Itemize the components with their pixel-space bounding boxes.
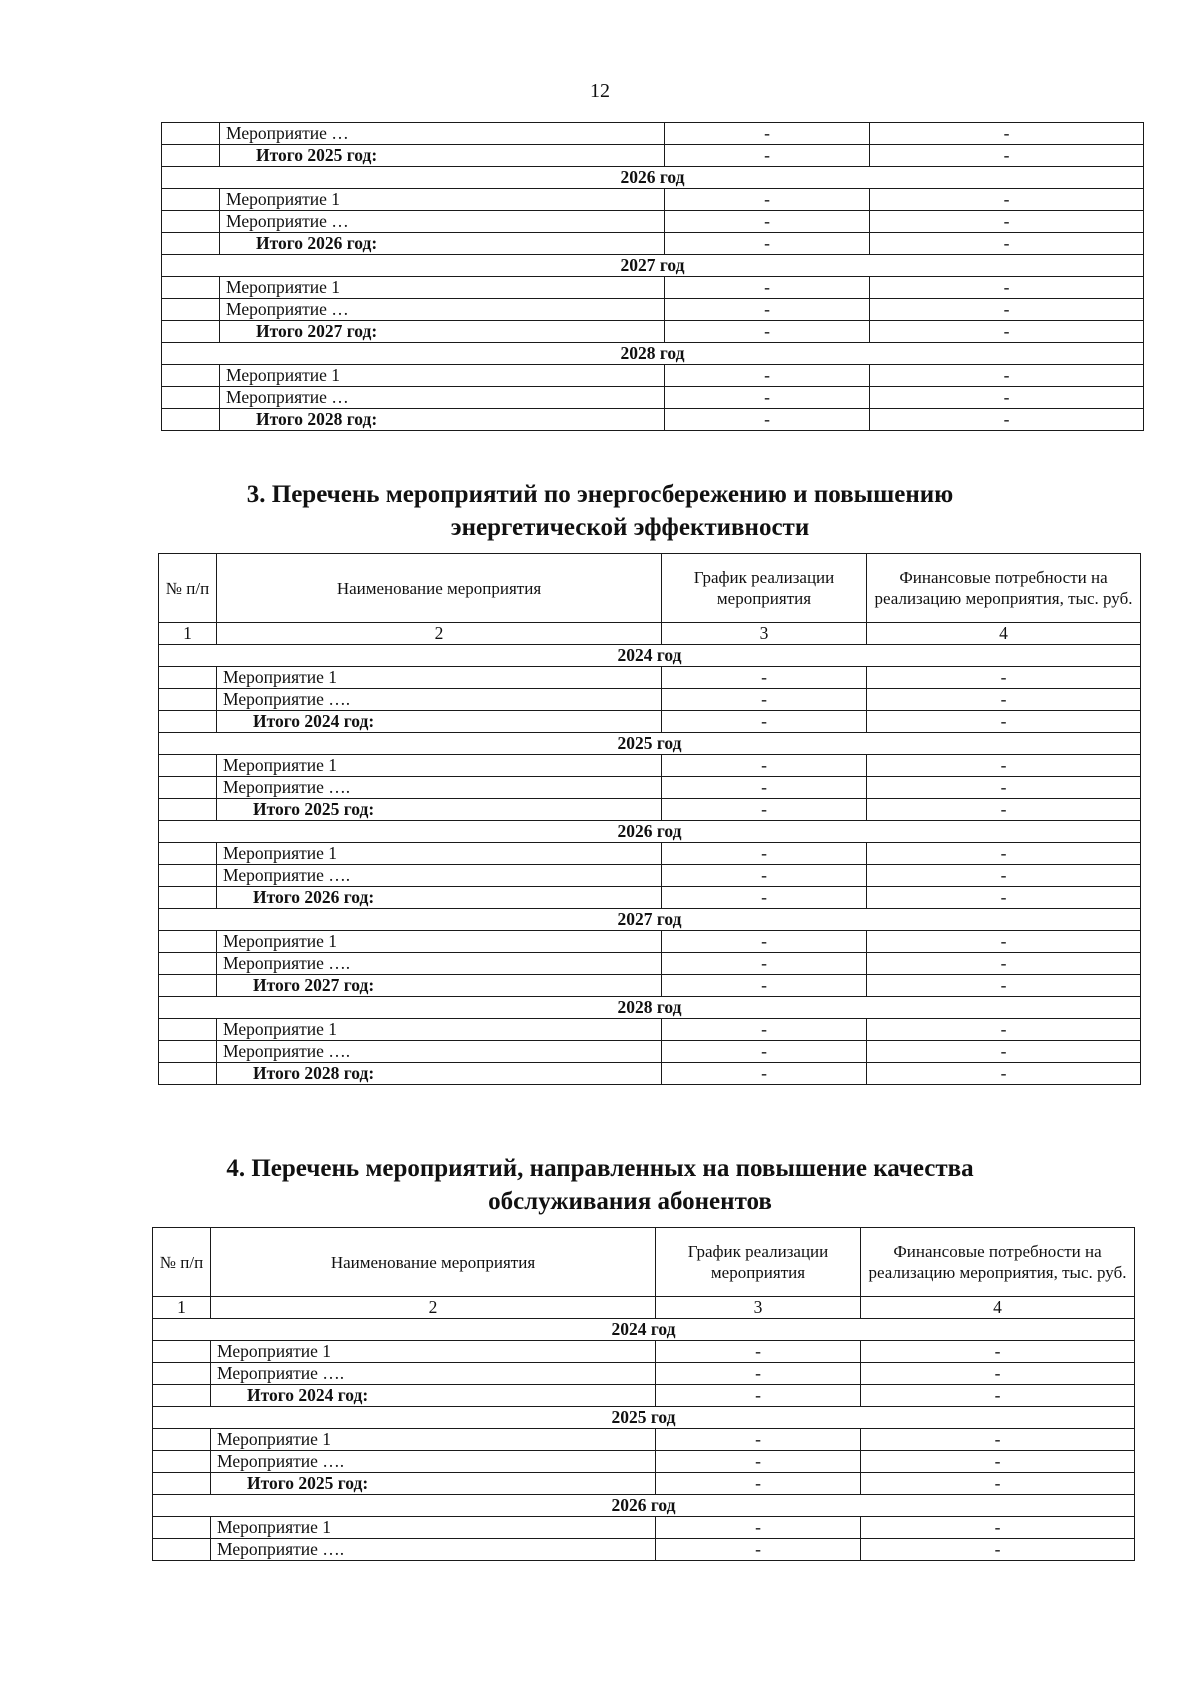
finance-cell: -	[870, 387, 1144, 409]
row-num	[159, 1019, 217, 1041]
table-row	[153, 1539, 1135, 1561]
column-number-row	[153, 1297, 1135, 1319]
finance-cell: -	[867, 799, 1141, 821]
table-section3	[158, 553, 1141, 1085]
total-row	[159, 887, 1141, 909]
schedule-cell: -	[665, 233, 870, 255]
table-row	[162, 211, 1144, 233]
row-num	[159, 667, 217, 689]
schedule-cell: -	[656, 1385, 861, 1407]
total-label: Итого 2026 год:	[220, 233, 665, 255]
table-row	[162, 299, 1144, 321]
header-schedule: График реализации мероприятия	[656, 1228, 861, 1297]
schedule-cell: -	[662, 711, 867, 733]
measure-name: Мероприятие 1	[217, 667, 662, 689]
row-num	[162, 299, 220, 321]
row-num	[159, 689, 217, 711]
measure-name: Мероприятие …	[220, 299, 665, 321]
table-row	[159, 953, 1141, 975]
col-number: 4	[867, 623, 1141, 645]
finance-cell: -	[867, 887, 1141, 909]
row-num	[159, 887, 217, 909]
measure-name: Мероприятие ….	[211, 1451, 656, 1473]
schedule-cell: -	[662, 755, 867, 777]
measure-name: Мероприятие 1	[220, 189, 665, 211]
section4-title	[0, 1152, 1200, 1218]
table-row	[159, 777, 1141, 799]
schedule-cell: -	[665, 277, 870, 299]
row-num	[162, 233, 220, 255]
year-row	[153, 1495, 1135, 1517]
schedule-cell: -	[662, 1063, 867, 1085]
header-name: Наименование мероприятия	[211, 1228, 656, 1297]
row-num	[153, 1451, 211, 1473]
total-row	[153, 1473, 1135, 1495]
finance-cell: -	[867, 755, 1141, 777]
table-row	[159, 667, 1141, 689]
col-number: 3	[662, 623, 867, 645]
row-num	[153, 1385, 211, 1407]
schedule-cell: -	[665, 189, 870, 211]
year-row	[162, 167, 1144, 189]
section3-title-line2: энергетической эффективности	[450, 514, 810, 541]
table-row	[153, 1517, 1135, 1539]
measure-name: Мероприятие 1	[220, 365, 665, 387]
schedule-cell: -	[656, 1473, 861, 1495]
table-row	[153, 1363, 1135, 1385]
year-label: 2027 год	[162, 255, 1144, 277]
schedule-cell: -	[656, 1517, 861, 1539]
finance-cell: -	[867, 843, 1141, 865]
column-number-row	[159, 623, 1141, 645]
measure-name: Мероприятие ….	[211, 1363, 656, 1385]
section4-title-line1: 4. Перечень мероприятий, направленных на повышение качества	[226, 1155, 974, 1182]
table-row	[159, 843, 1141, 865]
table-row	[159, 865, 1141, 887]
header-finance: Финансовые потребности на реализацию мероприятия, тыс. руб.	[861, 1228, 1135, 1297]
total-row	[162, 145, 1144, 167]
total-label: Итого 2025 год:	[211, 1473, 656, 1495]
row-num	[159, 755, 217, 777]
total-row	[159, 1063, 1141, 1085]
year-label: 2026 год	[159, 821, 1141, 843]
table-row	[162, 277, 1144, 299]
row-num	[162, 277, 220, 299]
total-label: Итого 2025 год:	[217, 799, 662, 821]
row-num	[153, 1341, 211, 1363]
schedule-cell: -	[665, 409, 870, 431]
row-num	[159, 1063, 217, 1085]
measure-name: Мероприятие 1	[211, 1429, 656, 1451]
finance-cell: -	[867, 667, 1141, 689]
measure-name: Мероприятие ….	[217, 689, 662, 711]
finance-cell: -	[867, 1063, 1141, 1085]
total-label: Итого 2027 год:	[220, 321, 665, 343]
table-row	[162, 387, 1144, 409]
table-row	[162, 123, 1144, 145]
measure-name: Мероприятие 1	[217, 755, 662, 777]
schedule-cell: -	[656, 1539, 861, 1561]
table-section2-continuation	[161, 122, 1144, 431]
table-row	[162, 365, 1144, 387]
col-number: 1	[159, 623, 217, 645]
finance-cell: -	[861, 1385, 1135, 1407]
total-row	[153, 1385, 1135, 1407]
measure-name: Мероприятие …	[220, 387, 665, 409]
measure-name: Мероприятие ….	[217, 777, 662, 799]
total-label: Итого 2028 год:	[217, 1063, 662, 1085]
measure-name: Мероприятие 1	[211, 1517, 656, 1539]
total-row	[162, 409, 1144, 431]
row-num	[162, 365, 220, 387]
row-num	[162, 211, 220, 233]
measure-name: Мероприятие 1	[211, 1341, 656, 1363]
total-row	[159, 711, 1141, 733]
total-label: Итого 2026 год:	[217, 887, 662, 909]
schedule-cell: -	[662, 843, 867, 865]
col-number: 1	[153, 1297, 211, 1319]
col-number: 2	[217, 623, 662, 645]
measure-name: Мероприятие 1	[217, 1019, 662, 1041]
schedule-cell: -	[665, 145, 870, 167]
row-num	[153, 1539, 211, 1561]
year-row	[159, 997, 1141, 1019]
header-num: № п/п	[153, 1228, 211, 1297]
finance-cell: -	[867, 931, 1141, 953]
row-num	[159, 953, 217, 975]
measure-name: Мероприятие ….	[217, 1041, 662, 1063]
row-num	[162, 409, 220, 431]
finance-cell: -	[861, 1539, 1135, 1561]
row-num	[159, 799, 217, 821]
year-label: 2025 год	[153, 1407, 1135, 1429]
row-num	[162, 321, 220, 343]
finance-cell: -	[867, 953, 1141, 975]
finance-cell: -	[867, 865, 1141, 887]
finance-cell: -	[867, 689, 1141, 711]
finance-cell: -	[861, 1363, 1135, 1385]
row-num	[159, 843, 217, 865]
finance-cell: -	[870, 123, 1144, 145]
schedule-cell: -	[662, 799, 867, 821]
col-number: 4	[861, 1297, 1135, 1319]
schedule-cell: -	[665, 123, 870, 145]
header-num: № п/п	[159, 554, 217, 623]
schedule-cell: -	[662, 953, 867, 975]
finance-cell: -	[870, 299, 1144, 321]
row-num	[159, 931, 217, 953]
finance-cell: -	[870, 211, 1144, 233]
total-label: Итого 2025 год:	[220, 145, 665, 167]
total-label: Итого 2024 год:	[211, 1385, 656, 1407]
finance-cell: -	[870, 409, 1144, 431]
finance-cell: -	[870, 277, 1144, 299]
total-label: Итого 2028 год:	[220, 409, 665, 431]
row-num	[162, 123, 220, 145]
row-num	[159, 777, 217, 799]
schedule-cell: -	[662, 667, 867, 689]
year-label: 2024 год	[159, 645, 1141, 667]
measure-name: Мероприятие …	[220, 123, 665, 145]
schedule-cell: -	[656, 1451, 861, 1473]
measure-name: Мероприятие ….	[211, 1539, 656, 1561]
row-num	[159, 975, 217, 997]
finance-cell: -	[867, 1019, 1141, 1041]
table-header-row	[153, 1228, 1135, 1297]
schedule-cell: -	[665, 387, 870, 409]
table-row	[159, 1041, 1141, 1063]
year-row	[159, 909, 1141, 931]
total-row	[159, 799, 1141, 821]
year-row	[159, 821, 1141, 843]
finance-cell: -	[870, 145, 1144, 167]
schedule-cell: -	[662, 931, 867, 953]
row-num	[159, 711, 217, 733]
year-label: 2028 год	[159, 997, 1141, 1019]
finance-cell: -	[870, 321, 1144, 343]
schedule-cell: -	[662, 1041, 867, 1063]
schedule-cell: -	[662, 887, 867, 909]
table-header-row	[159, 554, 1141, 623]
finance-cell: -	[861, 1451, 1135, 1473]
header-schedule: График реализации мероприятия	[662, 554, 867, 623]
finance-cell: -	[870, 189, 1144, 211]
col-number: 3	[656, 1297, 861, 1319]
table-row	[153, 1429, 1135, 1451]
row-num	[159, 865, 217, 887]
finance-cell: -	[861, 1473, 1135, 1495]
year-label: 2025 год	[159, 733, 1141, 755]
measure-name: Мероприятие 1	[220, 277, 665, 299]
table-row	[162, 189, 1144, 211]
schedule-cell: -	[665, 365, 870, 387]
year-label: 2026 год	[162, 167, 1144, 189]
finance-cell: -	[867, 777, 1141, 799]
row-num	[153, 1473, 211, 1495]
schedule-cell: -	[662, 865, 867, 887]
table-row	[153, 1451, 1135, 1473]
finance-cell: -	[861, 1429, 1135, 1451]
row-num	[162, 387, 220, 409]
year-label: 2024 год	[153, 1319, 1135, 1341]
row-num	[153, 1363, 211, 1385]
schedule-cell: -	[656, 1341, 861, 1363]
year-label: 2026 год	[153, 1495, 1135, 1517]
year-row	[159, 645, 1141, 667]
schedule-cell: -	[656, 1363, 861, 1385]
table-row	[159, 755, 1141, 777]
header-name: Наименование мероприятия	[217, 554, 662, 623]
year-row	[162, 255, 1144, 277]
schedule-cell: -	[665, 299, 870, 321]
row-num	[153, 1517, 211, 1539]
table-section4	[152, 1227, 1135, 1561]
finance-cell: -	[861, 1517, 1135, 1539]
row-num	[162, 189, 220, 211]
section4-title-line2: обслуживания абонентов	[488, 1188, 772, 1215]
measure-name: Мероприятие ….	[217, 865, 662, 887]
schedule-cell: -	[665, 321, 870, 343]
col-number: 2	[211, 1297, 656, 1319]
year-row	[153, 1407, 1135, 1429]
total-label: Итого 2024 год:	[217, 711, 662, 733]
measure-name: Мероприятие 1	[217, 931, 662, 953]
schedule-cell: -	[662, 777, 867, 799]
schedule-cell: -	[662, 689, 867, 711]
total-row	[162, 233, 1144, 255]
finance-cell: -	[870, 233, 1144, 255]
measure-name: Мероприятие …	[220, 211, 665, 233]
finance-cell: -	[870, 365, 1144, 387]
finance-cell: -	[867, 975, 1141, 997]
year-row	[162, 343, 1144, 365]
table-row	[153, 1341, 1135, 1363]
row-num	[153, 1429, 211, 1451]
row-num	[159, 1041, 217, 1063]
section3-title-line1: 3. Перечень мероприятий по энергосбережению и повышению	[246, 481, 954, 508]
schedule-cell: -	[665, 211, 870, 233]
measure-name: Мероприятие 1	[217, 843, 662, 865]
year-row	[159, 733, 1141, 755]
year-label: 2027 год	[159, 909, 1141, 931]
total-row	[162, 321, 1144, 343]
finance-cell: -	[861, 1341, 1135, 1363]
row-num	[162, 145, 220, 167]
page-number: 12	[590, 80, 610, 102]
table-row	[159, 689, 1141, 711]
year-label: 2028 год	[162, 343, 1144, 365]
section3-title	[0, 478, 1200, 544]
total-label: Итого 2027 год:	[217, 975, 662, 997]
year-row	[153, 1319, 1135, 1341]
finance-cell: -	[867, 711, 1141, 733]
finance-cell: -	[867, 1041, 1141, 1063]
measure-name: Мероприятие ….	[217, 953, 662, 975]
total-row	[159, 975, 1141, 997]
table-row	[159, 1019, 1141, 1041]
schedule-cell: -	[662, 975, 867, 997]
header-finance: Финансовые потребности на реализацию мероприятия, тыс. руб.	[867, 554, 1141, 623]
schedule-cell: -	[656, 1429, 861, 1451]
table-row	[159, 931, 1141, 953]
schedule-cell: -	[662, 1019, 867, 1041]
